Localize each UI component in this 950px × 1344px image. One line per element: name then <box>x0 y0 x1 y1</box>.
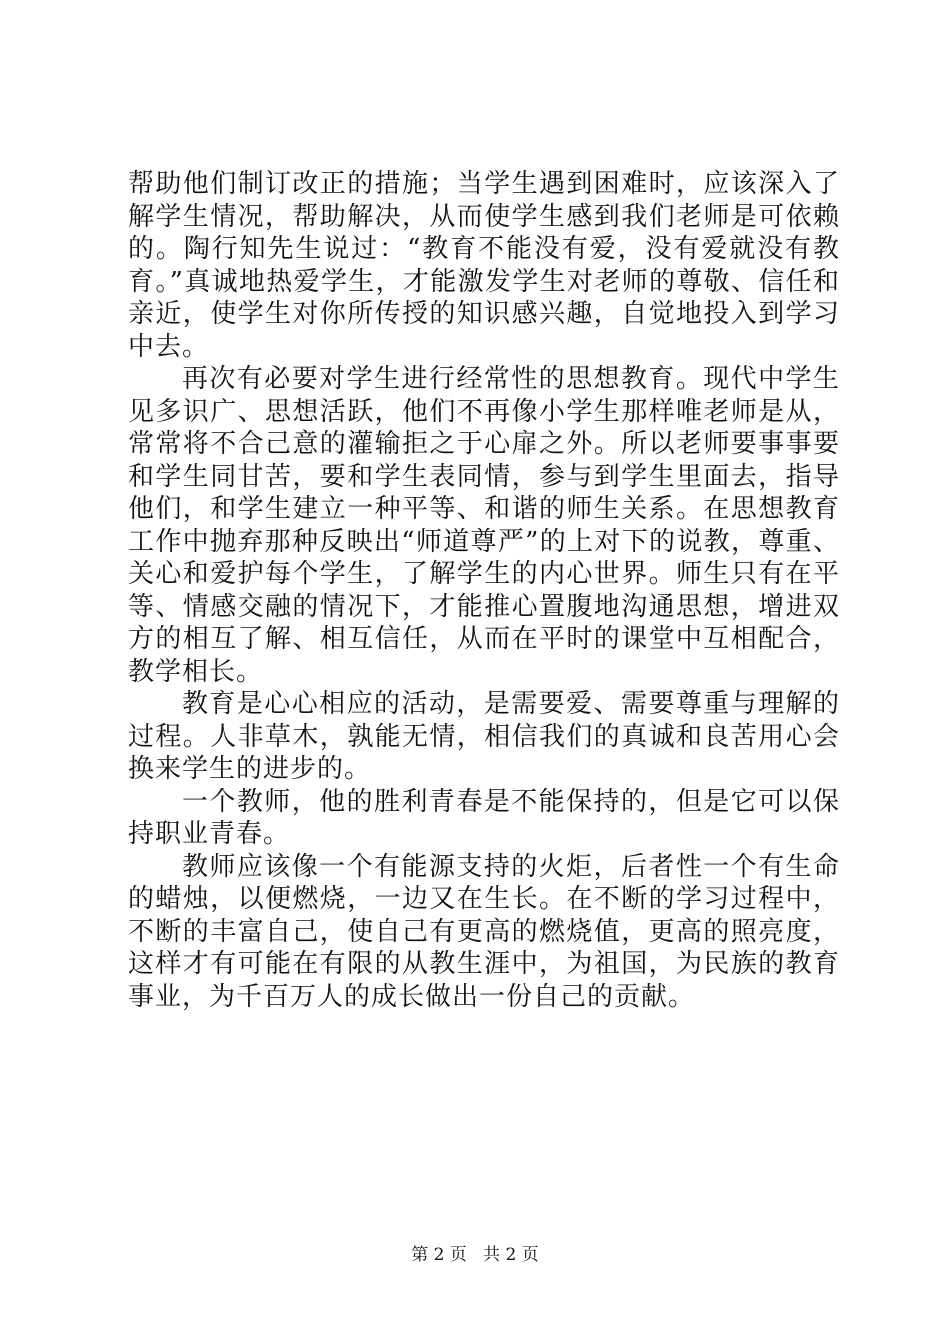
paragraph-4: 一个教师，他的胜利青春是不能保持的，但是它可以保持职业青春。 <box>128 786 840 849</box>
paragraph-5: 教师应该像一个有能源支持的火炬，后者性一个有生命的蜡烛，以便燃烧，一边又在生长。在不断的学习过程中，不断的丰富自己，使自己有更高的燃烧值，更高的照亮度，这样才有可能在有限的从教生涯中，为祖国，为民族的教育事业，为千百万人的成长做出一份自己的贡献。 <box>128 851 840 1012</box>
page-footer <box>0 1244 950 1266</box>
paragraph-3: 教育是心心相应的活动，是需要爱、需要尊重与理解的过程。人非草木，孰能无情，相信我们的真诚和良苦用心会换来学生的进步的。 <box>128 689 840 784</box>
paragraph-2: 再次有必要对学生进行经常性的思想教育。现代中学生见多识广、思想活跃，他们不再像小学生那样唯老师是从，常常将不合己意的灌输拒之于心扉之外。所以老师要事事要和学生同甘苦，要和学生表同情，参与到学生里面去，指导他们，和学生建立一种平等、和谐的师生关系。在思想教育工作中抛弃那种反映出“师道尊严”的上对下的说教，尊重、关心和爱护每个学生，了解学生的内心世界。师生只有在平等、情感交融的情况下，才能推心置腹地沟通思想，增进双方的相互了解、相互信任，从而在平时的课堂中互相配合，教学相长。 <box>128 364 840 687</box>
paragraph-1: 帮助他们制订改正的措施；当学生遇到困难时，应该深入了解学生情况，帮助解决，从而使学生感到我们老师是可依赖的。陶行知先生说过：“教育不能没有爱，没有爱就没有教育。”真诚地热爱学生，才能激发学生对老师的尊敬、信任和亲近，使学生对你所传授的知识感兴趣，自觉地投入到学习中去。 <box>128 169 840 362</box>
document-body <box>128 168 840 1013</box>
page-total: 共 2 页 <box>483 1245 539 1265</box>
page-number: 第 2 页 <box>411 1245 467 1265</box>
